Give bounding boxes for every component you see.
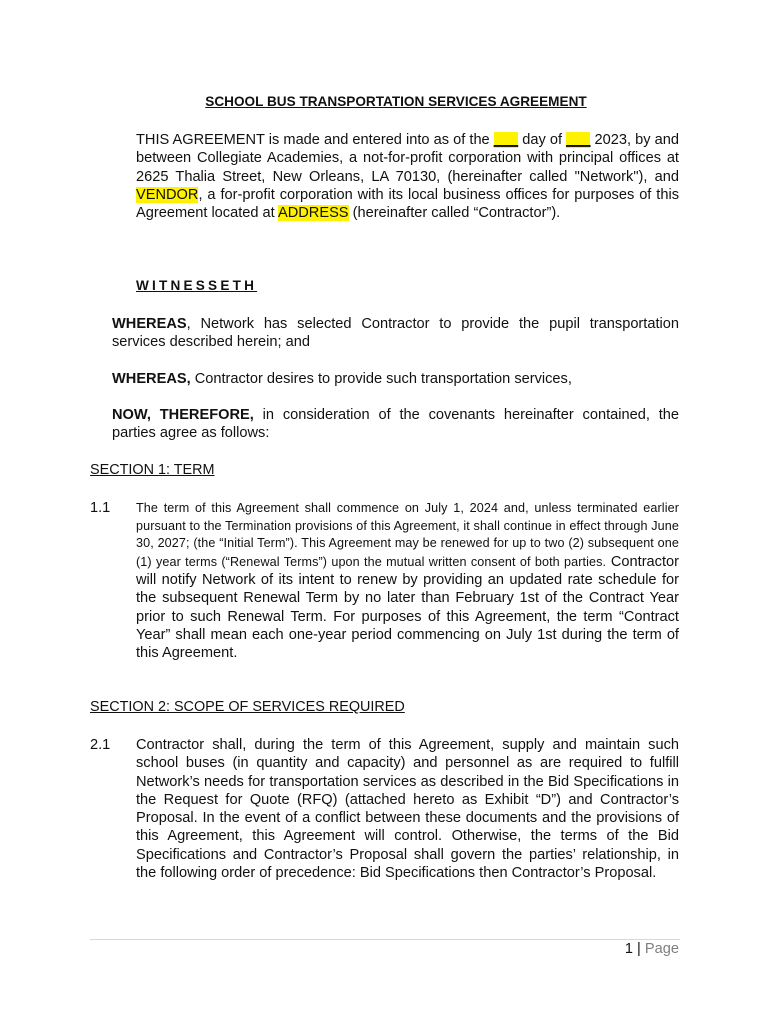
clause-text: Contractor will notify Network of its intent to renew by providing an updated rate schedule for the subsequent Renewal Term by no later than February 1st of the Contract Year prior to such Renewal Term. For purposes of this Agreement, the term “Contract Year” shall mean each one-year period commencing on July 1st during the term of this Agreement. xyxy=(136,553,679,662)
recital-text: in consideration of the covenants hereinafter contained, the parties agree as follows: xyxy=(112,407,679,442)
clause-number: 2.1 xyxy=(90,737,111,753)
clause-number: 1.1 xyxy=(90,500,111,516)
recital-3 xyxy=(112,406,679,443)
address-placeholder: ADDRESS xyxy=(277,205,349,222)
vendor-placeholder: VENDOR xyxy=(136,186,199,203)
clause-2-1: Contractor shall, during the term of this Agreement, supply and maintain such school buses (in quantity and capacity) and personnel as are required to fulfill Network’s needs for transportation services as described in the Bid Specifications in the Request for Quote (RFQ) (attached hereto as Exhibit “D”) and Contractor’s Proposal. In the event of a conflict between these documents and the provisions of this Agreement, this Agreement will control. Otherwise, the terms of the Bid Specifications and Contractor’s Proposal shall govern the parties’ relationship, in the following order of precedence: Bid Specifications then Contractor’s Proposal. xyxy=(136,737,679,882)
page-label: Page xyxy=(644,941,679,957)
intro-paragraph xyxy=(136,131,679,222)
recital-2 xyxy=(112,370,679,388)
recital-lead: WHEREAS, xyxy=(112,371,191,387)
page-separator: | xyxy=(633,941,645,957)
recital-1 xyxy=(112,315,679,352)
page-footer xyxy=(625,941,679,957)
recital-lead: WHEREAS xyxy=(112,316,187,332)
intro-text: , a for-profit corporation with its local business offices for purposes of this Agreement located at xyxy=(136,186,679,222)
intro-text: 2023, by and between Collegiate Academies, a not-for-profit corporation with principal offices at 2625 Thalia Street, New Orleans, LA 70130, (hereinafter called "Network"), and xyxy=(136,132,679,185)
recital-text: Contractor desires to provide such transportation services, xyxy=(190,371,572,387)
intro-text: day of xyxy=(518,132,567,148)
intro-text: (hereinafter called “Contractor”). xyxy=(348,205,561,222)
page-number: 1 xyxy=(624,941,633,957)
day-blank: ___ xyxy=(493,132,519,148)
clause-text-small: The term of this Agreement shall commence on July 1, 2024 and, unless terminated earlier pursuant to the Termination provisions of this Agreement, it shall continue in effect through June 30, 2027; (the “Initial Term”). This Agreement may be renewed for up to two (2) subsequent one (1) year terms (“Renewal Terms”) upon the mutual written consent of both parties. xyxy=(136,501,679,569)
witnesseth-heading: WITNESSETH xyxy=(136,278,258,293)
section-1-heading: SECTION 1: TERM xyxy=(90,462,215,478)
clause-1-1 xyxy=(136,500,679,662)
intro-text: THIS AGREEMENT is made and entered into as of the xyxy=(136,132,494,148)
recital-lead: NOW, THEREFORE, xyxy=(112,407,254,423)
recital-text: , Network has selected Contractor to provide the pupil transportation services described herein; and xyxy=(112,316,679,351)
month-blank: ___ xyxy=(566,132,591,148)
document-title: SCHOOL BUS TRANSPORTATION SERVICES AGREEMENT xyxy=(205,94,587,109)
footer-divider xyxy=(90,939,680,940)
section-2-heading: SECTION 2: SCOPE OF SERVICES REQUIRED xyxy=(90,699,405,715)
